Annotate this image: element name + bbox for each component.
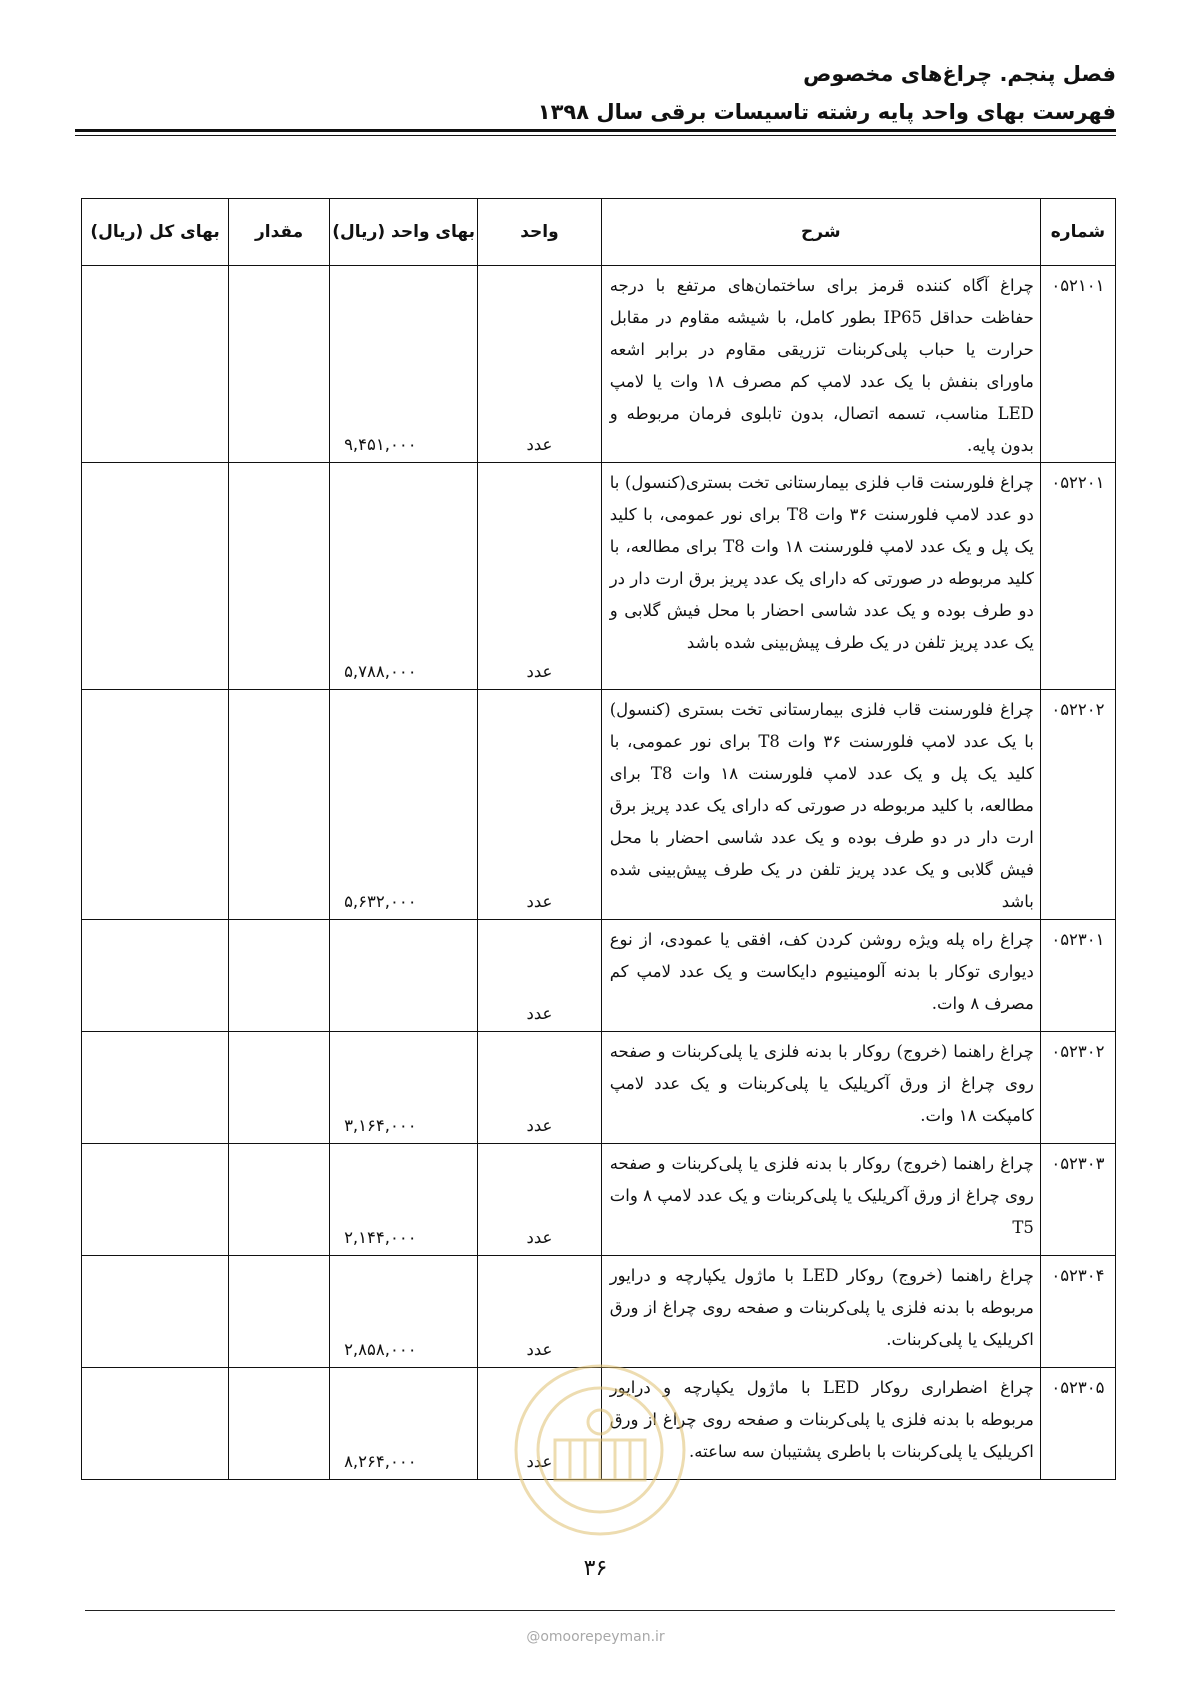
item-unit-price: ۳,۱۶۴,۰۰۰	[330, 1032, 478, 1144]
item-number: ۰۵۲۳۰۴	[1040, 1256, 1115, 1368]
table-header-row	[82, 199, 1116, 266]
table-row	[82, 463, 1116, 690]
column-header-number: شماره	[1040, 199, 1115, 266]
chapter-title: فصل پنجم. چراغ‌های مخصوص	[803, 62, 1116, 86]
item-number: ۰۵۲۲۰۲	[1040, 690, 1115, 920]
item-description: چراغ راهنما (خروج) روکار با بدنه فلزی یا پلی‌کربنات و صفحه روی چراغ از ورق آکریلیک یا پلی‌کربنات و یک عدد لامپ ۸ وات T5	[601, 1144, 1040, 1256]
table-row	[82, 1256, 1116, 1368]
item-quantity	[229, 266, 330, 463]
item-total-price	[82, 1144, 229, 1256]
item-quantity	[229, 920, 330, 1032]
item-unit-price: ۵,۷۸۸,۰۰۰	[330, 463, 478, 690]
table-row	[82, 1144, 1116, 1256]
item-total-price	[82, 920, 229, 1032]
column-header-description: شرح	[601, 199, 1040, 266]
item-total-price	[82, 1256, 229, 1368]
item-description: چراغ اضطراری روکار LED با ماژول یکپارچه و درایور مربوطه با بدنه فلزی یا پلی‌کربنات و صفحه روی چراغ از ورق اکریلیک یا پلی‌کربنات با باطری پشتیبان سه ساعته.	[601, 1368, 1040, 1480]
item-unit: عدد	[478, 690, 601, 920]
item-quantity	[229, 1032, 330, 1144]
item-total-price	[82, 1368, 229, 1480]
item-number: ۰۵۲۳۰۲	[1040, 1032, 1115, 1144]
item-unit: عدد	[478, 463, 601, 690]
item-number: ۰۵۲۳۰۱	[1040, 920, 1115, 1032]
item-unit: عدد	[478, 266, 601, 463]
column-header-quantity: مقدار	[229, 199, 330, 266]
table-row	[82, 920, 1116, 1032]
item-unit-price: ۵,۶۳۲,۰۰۰	[330, 690, 478, 920]
item-quantity	[229, 1256, 330, 1368]
item-quantity	[229, 690, 330, 920]
table-row	[82, 1368, 1116, 1480]
item-unit: عدد	[478, 1256, 601, 1368]
item-unit: عدد	[478, 920, 601, 1032]
item-total-price	[82, 1032, 229, 1144]
item-number: ۰۵۲۳۰۵	[1040, 1368, 1115, 1480]
page-number: ۳۶	[583, 1556, 608, 1581]
item-unit: عدد	[478, 1144, 601, 1256]
column-header-unit: واحد	[478, 199, 601, 266]
column-header-unit-price: بهای واحد (ریال)	[330, 199, 478, 266]
price-list-title: فهرست بهای واحد پایه رشته تاسیسات برقی سال ۱۳۹۸	[537, 100, 1116, 124]
footer-rule	[85, 1610, 1115, 1611]
item-number: ۰۵۲۱۰۱	[1040, 266, 1115, 463]
item-number: ۰۵۲۳۰۳	[1040, 1144, 1115, 1256]
item-total-price	[82, 463, 229, 690]
item-unit-price: ۸,۲۶۴,۰۰۰	[330, 1368, 478, 1480]
table-row	[82, 690, 1116, 920]
item-quantity	[229, 463, 330, 690]
item-quantity	[229, 1144, 330, 1256]
item-description: چراغ آگاه کننده قرمز برای ساختمان‌های مرتفع با درجه حفاظت حداقل IP65 بطور کامل، با شیشه مقاوم در مقابل حرارت یا حباب پلی‌کربنات تزریقی مقاوم در برابر اشعه ماورای بنفش با یک عدد لامپ کم مصرف ۱۸ وات یا لامپ LED مناسب، تسمه اتصال، بدون تابلوی فرمان مربوطه و بدون پایه.	[601, 266, 1040, 463]
item-number: ۰۵۲۲۰۱	[1040, 463, 1115, 690]
website-watermark: @omoorepeyman.ir	[526, 1629, 665, 1645]
item-total-price	[82, 266, 229, 463]
item-unit: عدد	[478, 1368, 601, 1480]
item-unit-price: ۹,۴۵۱,۰۰۰	[330, 266, 478, 463]
item-unit-price: ۲,۸۵۸,۰۰۰	[330, 1256, 478, 1368]
header-rule-thin	[75, 135, 1116, 136]
price-list-table	[81, 198, 1116, 1480]
item-description: چراغ فلورسنت قاب فلزی بیمارستانی تخت بستری(کنسول) با دو عدد لامپ فلورسنت ۳۶ وات T8 برای نور عمومی، با کلید یک پل و یک عدد لامپ فلورسنت ۱۸ وات T8 برای مطالعه، با کلید مربوطه در صورتی که دارای یک عدد پریز برق ارت دار در دو طرف بوده و یک عدد شاسی احضار با محل فیش گلابی و یک عدد پریز تلفن در یک طرف پیش‌بینی شده باشد	[601, 463, 1040, 690]
table-row	[82, 1032, 1116, 1144]
header-rule-thick	[75, 129, 1116, 132]
column-header-total-price: بهای کل (ریال)	[82, 199, 229, 266]
item-unit-price: ۲,۱۴۴,۰۰۰	[330, 1144, 478, 1256]
item-unit-price	[330, 920, 478, 1032]
item-description: چراغ راهنما (خروج) روکار LED با ماژول یکپارچه و درایور مربوطه با بدنه فلزی یا پلی‌کربنات و صفحه روی چراغ از ورق اکریلیک یا پلی‌کربنات.	[601, 1256, 1040, 1368]
item-description: چراغ راه پله ویژه روشن کردن کف، افقی یا عمودی، از نوع دیواری توکار با بدنه آلومینیوم دایکاست و یک عدد لامپ کم مصرف ۸ وات.	[601, 920, 1040, 1032]
item-unit: عدد	[478, 1032, 601, 1144]
item-description: چراغ فلورسنت قاب فلزی بیمارستانی تخت بستری (کنسول) با یک عدد لامپ فلورسنت ۳۶ وات T8 برای نور عمومی، با کلید یک پل و یک عدد لامپ فلورسنت ۱۸ وات T8 برای مطالعه، با کلید مربوطه در صورتی که دارای یک عدد پریز برق ارت دار در دو طرف بوده و یک عدد شاسی احضار با محل فیش گلابی و یک عدد پریز تلفن در یک طرف پیش‌بینی شده باشد	[601, 690, 1040, 920]
item-total-price	[82, 690, 229, 920]
item-quantity	[229, 1368, 330, 1480]
item-description: چراغ راهنما (خروج) روکار با بدنه فلزی یا پلی‌کربنات و صفحه روی چراغ از ورق آکریلیک یا پلی‌کربنات و یک عدد لامپ کامپکت ۱۸ وات.	[601, 1032, 1040, 1144]
table-row	[82, 266, 1116, 463]
